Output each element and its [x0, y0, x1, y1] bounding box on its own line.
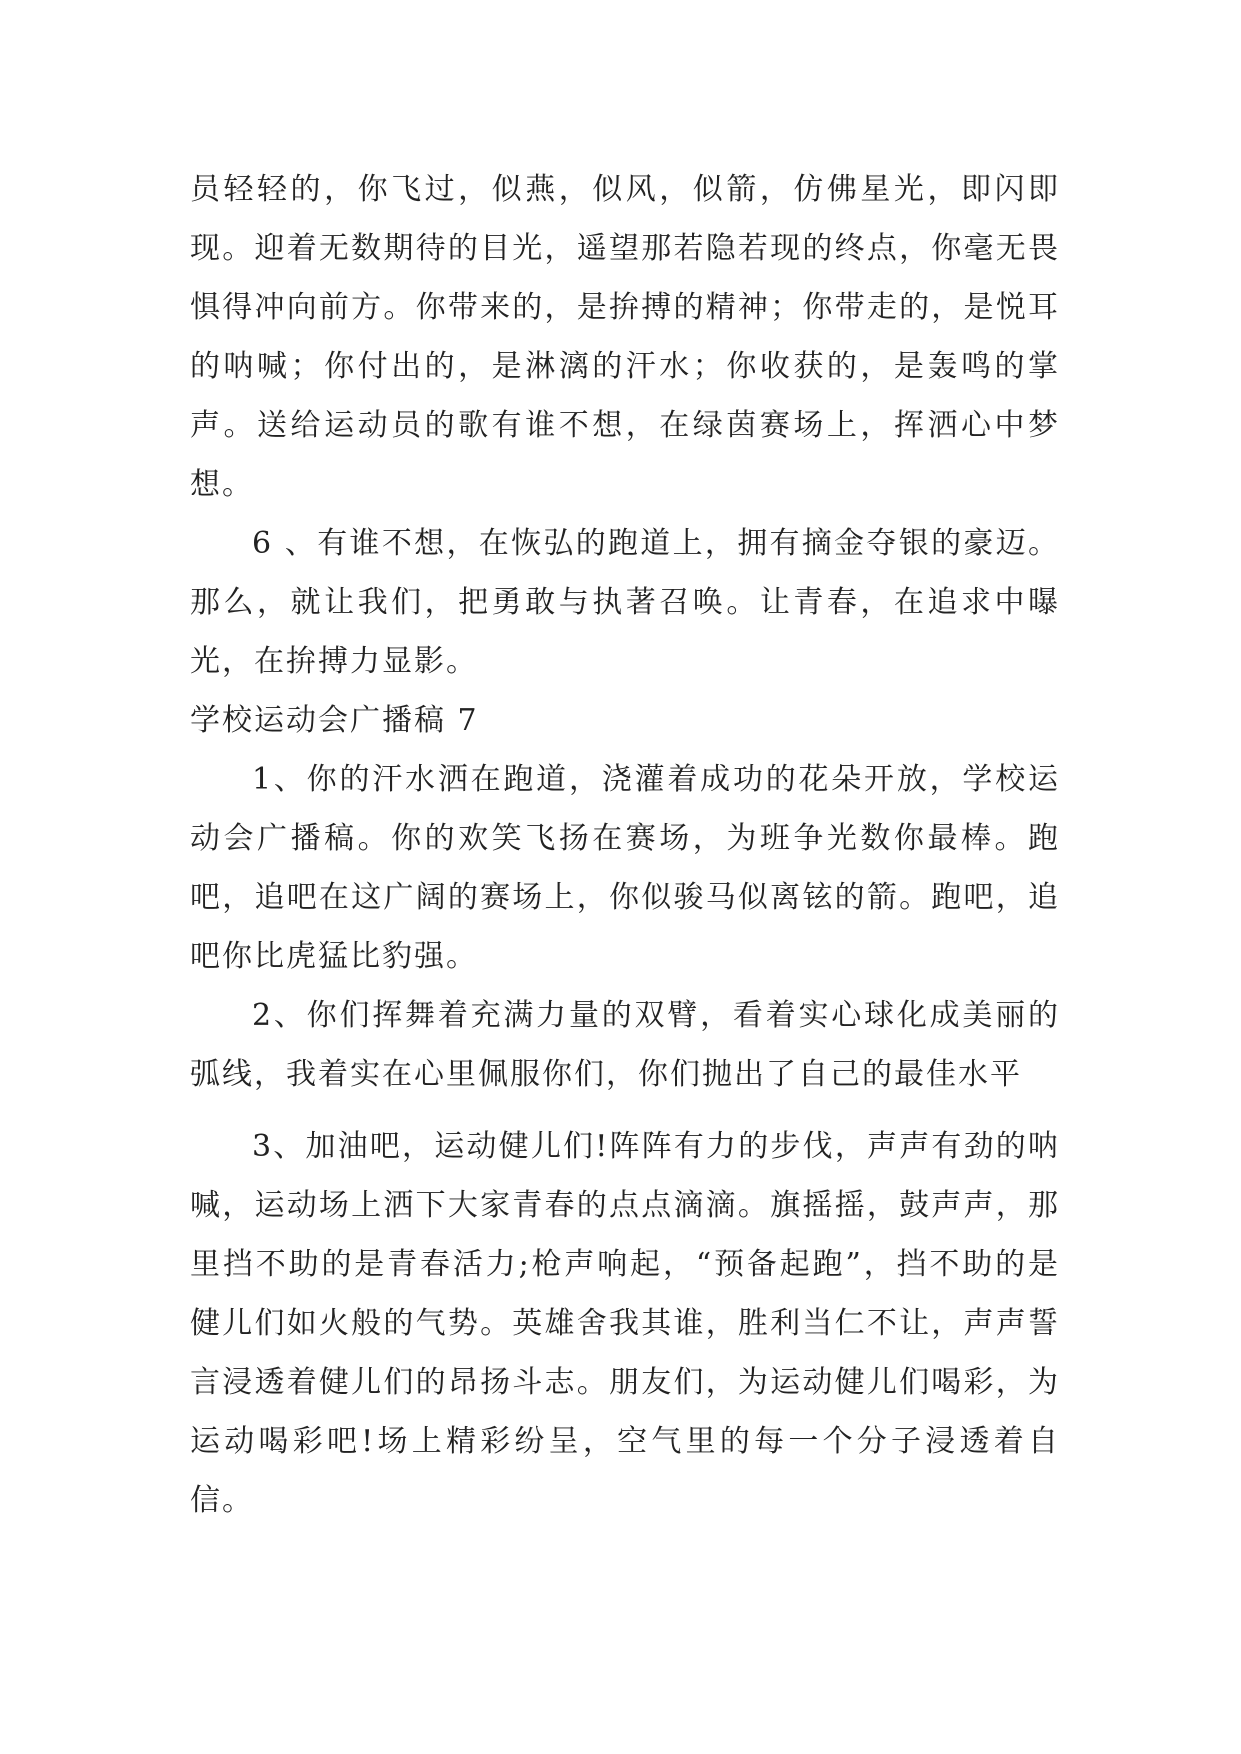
paragraph-6: 6 、有谁不想，在恢弘的跑道上，拥有摘金夺银的豪迈。那么，就让我们，把勇敢与执著召唤。让青春，在追求中曝光，在拚搏力显影。: [190, 526, 1060, 679]
section-heading: 学校运动会广播稿 7: [190, 703, 479, 738]
paragraph-item-3: 3、加油吧，运动健儿们!阵阵有力的步伐，声声有劲的呐喊，运动场上洒下大家青春的点点滴滴。旗摇摇，鼓声声，那里挡不助的是青春活力;枪声响起，“预备起跑”，挡不助的是健儿们如火般的气势。英雄舍我其谁，胜利当仁不让，声声誓言浸透着健儿们的昂扬斗志。朋友们，为运动健儿们喝彩，为运动喝彩吧!场上精彩纷呈，空气里的每一个分子浸透着自信。: [190, 1129, 1060, 1518]
paragraph-item-2: 2、你们挥舞着充满力量的双臂，看着实心球化成美丽的弧线，我着实在心里佩服你们，你们抛出了自己的最佳水平: [190, 998, 1060, 1092]
paragraph-1: 员轻轻的，你飞过，似燕，似风，似箭，仿佛星光，即闪即现。迎着无数期待的目光，遥望那若隐若现的终点，你毫无畏惧得冲向前方。你带来的，是拚搏的精神；你带走的，是悦耳的呐喊；你付出的，是淋漓的汗水；你收获的，是轰鸣的掌声。送给运动员的歌有谁不想，在绿茵赛场上，挥洒心中梦想。: [190, 172, 1060, 502]
paragraph-item-1: 1、你的汗水洒在跑道，浇灌着成功的花朵开放，学校运动会广播稿。你的欢笑飞扬在赛场，为班争光数你最棒。跑吧，追吧在这广阔的赛场上，你似骏马似离铉的箭。跑吧，追吧你比虎猛比豹强。: [190, 762, 1060, 974]
document-body: [190, 160, 1060, 1530]
